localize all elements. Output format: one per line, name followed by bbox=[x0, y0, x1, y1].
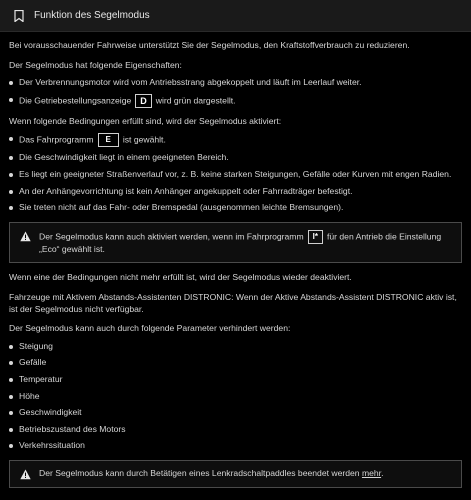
list-item-text: Verkehrssituation bbox=[19, 440, 85, 451]
deactivation-text: Wenn eine der Bedingungen nicht mehr erfüllt ist, wird der Segelmodus wieder deaktiviert. bbox=[9, 272, 352, 283]
list-item bbox=[9, 152, 462, 164]
list-item-text: Es liegt ein geeigneter Straßenverlauf vor, z. B. keine starken Steigungen, Gefälle oder Kurven mit engen Radien. bbox=[19, 168, 452, 179]
note-text-part: Der Segelmodus kann durch Betätigen eines Lenkradschaltpaddles beendet werden bbox=[39, 467, 360, 478]
article-content bbox=[0, 32, 471, 488]
list-item-text: Temperatur bbox=[19, 373, 63, 384]
list-item-text: Sie treten nicht auf das Fahr- oder Bremspedal (ausgenommen leichte Bremsungen). bbox=[19, 202, 344, 213]
list-item bbox=[9, 94, 462, 108]
list-item bbox=[9, 357, 462, 369]
list-item-text: Geschwindigkeit bbox=[19, 407, 82, 418]
gear-d-symbol: D bbox=[135, 94, 152, 108]
note-text-part: für den Antrieb die Einstellung „Eco“ gewählt ist. bbox=[39, 231, 442, 254]
bookmark-icon[interactable] bbox=[14, 10, 24, 22]
intro-text: Bei vorausschauender Fahrweise unterstützt Sie der Segelmodus, den Kraftstoffverbrauch zu reduzieren. bbox=[9, 40, 410, 50]
list-item-text: An der Anhängevorrichtung ist kein Anhänger angekuppelt oder Fahrradträger befestigt. bbox=[19, 185, 353, 196]
list-item bbox=[9, 133, 462, 147]
properties-list bbox=[9, 77, 462, 108]
list-item-text: Steigung bbox=[19, 340, 53, 351]
note-text-part: Der Segelmodus kann auch aktiviert werden, wenn im Fahrprogramm bbox=[39, 231, 304, 242]
conditions-list bbox=[9, 133, 462, 213]
list-item bbox=[9, 374, 462, 386]
note-text-part: . bbox=[381, 467, 384, 478]
list-item bbox=[9, 77, 462, 89]
list-item-text: Betriebszustand des Motors bbox=[19, 423, 126, 434]
list-item bbox=[9, 440, 462, 452]
list-item-text: wird grün dargestellt. bbox=[155, 95, 236, 106]
params-list bbox=[9, 341, 462, 452]
warning-icon bbox=[20, 469, 31, 480]
distronic-text: Fahrzeuge mit Aktivem Abstands-Assistenten DISTRONIC: Wenn der Aktive Abstands-Assistent DISTRONIC aktiv ist, ist der Segelmodus nicht verfügbar. bbox=[9, 291, 457, 314]
list-item bbox=[9, 341, 462, 353]
note-box-paddle bbox=[9, 460, 462, 488]
list-item bbox=[9, 391, 462, 403]
more-link[interactable]: mehr bbox=[361, 467, 382, 478]
params-heading: Der Segelmodus kann auch durch folgende Parameter verhindert werden: bbox=[9, 323, 291, 334]
list-item-text: Der Verbrennungsmotor wird vom Antriebsstrang abgekoppelt und läuft im Leerlauf weiter. bbox=[19, 77, 362, 88]
list-item bbox=[9, 424, 462, 436]
list-item-text: Das Fahrprogramm bbox=[19, 134, 94, 145]
page-title: Funktion des Segelmodus bbox=[34, 9, 150, 21]
list-item bbox=[9, 202, 462, 214]
list-item bbox=[9, 407, 462, 419]
drive-program-e-symbol: E bbox=[98, 133, 119, 147]
list-item bbox=[9, 186, 462, 198]
note-text bbox=[39, 230, 451, 256]
list-item-text: Die Getriebestellungsanzeige bbox=[19, 95, 132, 106]
list-item bbox=[9, 169, 462, 181]
list-item-text: Höhe bbox=[19, 390, 40, 401]
list-item-text: Gefälle bbox=[19, 357, 47, 368]
warning-icon bbox=[20, 231, 31, 242]
note-box-eco bbox=[9, 222, 462, 264]
page-header bbox=[0, 0, 471, 32]
properties-heading: Der Segelmodus hat folgende Eigenschaften: bbox=[9, 59, 182, 70]
note-text bbox=[39, 468, 451, 480]
conditions-heading: Wenn folgende Bedingungen erfüllt sind, wird der Segelmodus aktiviert: bbox=[9, 115, 282, 126]
list-item-text: Die Geschwindigkeit liegt in einem geeigneten Bereich. bbox=[19, 152, 229, 163]
list-item-text: ist gewählt. bbox=[122, 134, 166, 145]
drive-program-individual-symbol: I* bbox=[308, 230, 323, 244]
